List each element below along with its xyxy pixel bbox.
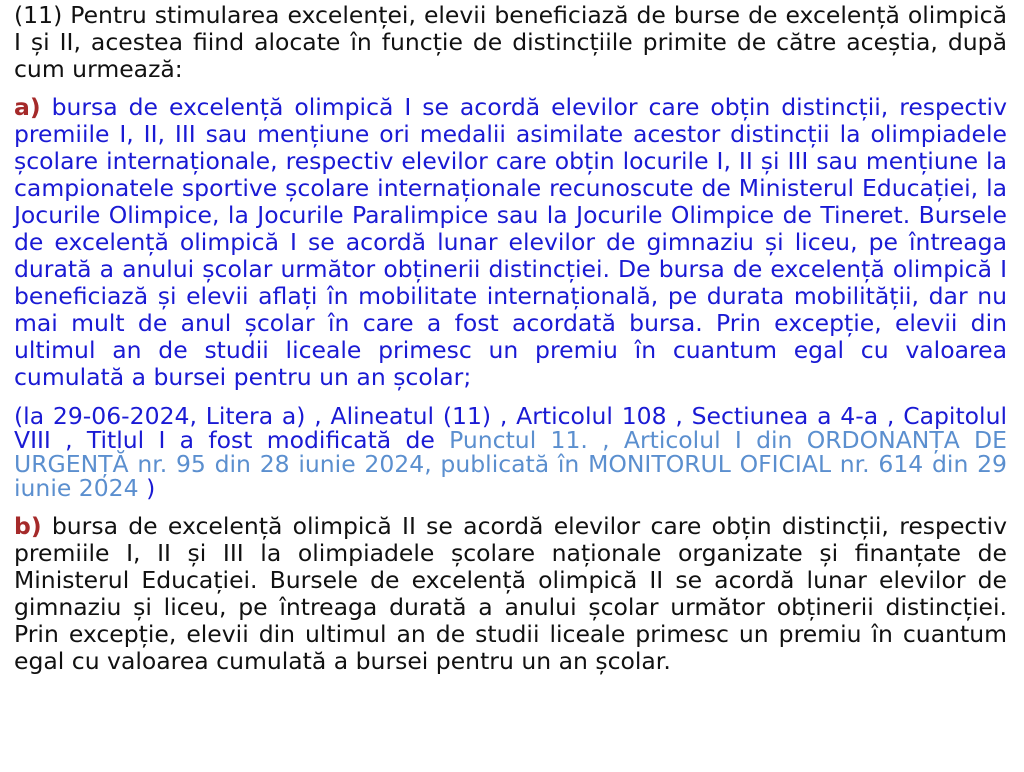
amendment-note-prefix: (la 29-06-2024, Litera a) , Alineatul (11) , Articolul 108 , Sectiunea a 4-a , Capitolul VIII , Titlul I a fost modificată de <box>14 402 1007 454</box>
item-a-letter: a) <box>14 93 41 121</box>
item-b-letter: b) <box>14 512 42 540</box>
amendment-note-suffix: ) <box>146 474 156 502</box>
item-a-text: bursa de excelență olimpică I se acordă elevilor care obțin distincții, respectiv premiile I, II, III sau mențiune ori medalii asimilate acestor distincții la olimpiadele școlare internaționale, respectiv elevilor care obțin locurile I, II și III sau mențiune la campionatele sportive școlare internaționale recunoscute de Ministerul Educației, la Jocurile Olimpice, la Jocurile Paralimpice sau la Jocurile Olimpice de Tineret. Bursele de excelență olimpică I se acordă lunar elevilor de gimnaziu și liceu, pe întreaga durată a anului școlar următor obținerii distincției. De bursa de excelență olimpică I beneficiază și elevii aflați în mobilitate internațională, pe durata mobilității, dar nu mai mult de anul școlar în care a fost acordată bursa. Prin excepție, elevii din ultimul an de studii liceale primesc un premiu în cuantum egal cu valoarea cumulată a bursei pentru un an școlar; <box>14 93 1007 391</box>
amendment-note <box>14 404 1007 500</box>
item-a-paragraph <box>14 94 1007 391</box>
amendment-source-link[interactable]: Punctul 11. , Articolul I din ORDONANȚA DE URGENȚĂ nr. 95 din 28 iunie 2024, publicată în MONITORUL OFICIAL nr. 614 din 29 iunie 2024 <box>14 426 1007 502</box>
item-b-paragraph <box>14 513 1007 675</box>
paragraph-11-intro: (11) Pentru stimularea excelenței, elevii beneficiază de burse de excelență olimpică I și II, acestea fiind alocate în funcție de distincțiile primite de către aceștia, după cum urmează: <box>14 1 1007 83</box>
item-b-text: bursa de excelență olimpică II se acordă elevilor care obțin distincții, respectiv premiile I, II și III la olimpiadele școlare naționale organizate și finanțate de Ministerul Educației. Bursele de excelență olimpică II se acordă lunar elevilor de gimnaziu și liceu, pe întreaga durată a anului școlar următor obținerii distincției. Prin excepție, elevii din ultimul an de studii liceale primesc un premiu în cuantum egal cu valoarea cumulată a bursei pentru un an școlar. <box>14 512 1007 675</box>
